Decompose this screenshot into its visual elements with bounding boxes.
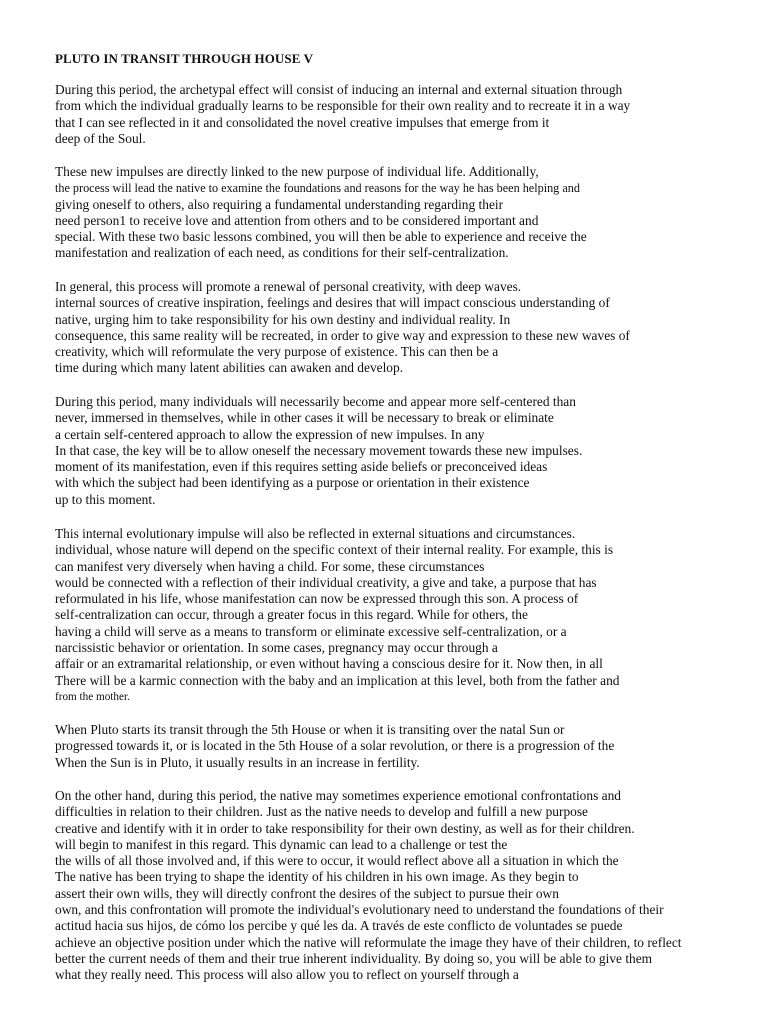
text-line: When the Sun is in Pluto, it usually results in an increase in fertility. <box>55 754 420 770</box>
text-line: better the current needs of them and their true inherent individuality. By doing so, you will be able to give them <box>55 950 653 966</box>
text-line: individual, whose nature will depend on the specific context of their internal reality. For example, this is <box>55 542 614 558</box>
text-line: from which the individual gradually learns to be responsible for their own reality and to recreate it in a way <box>55 98 631 114</box>
text-line: creativity, which will reformulate the very purpose of existence. This can then be a <box>55 344 499 360</box>
text-line: In that case, the key will be to allow oneself the necessary movement towards these new impulses. <box>55 442 583 458</box>
text-line: with which the subject had been identifying as a purpose or orientation in their existence <box>55 475 530 491</box>
text-line: never, immersed in themselves, while in other cases it will be necessary to break or eliminate <box>55 410 554 426</box>
text-line: own, and this confrontation will promote the individual's evolutionary need to understand the foundations of their <box>55 902 664 918</box>
text-line: need person1 to receive love and attention from others and to be considered important and <box>55 212 539 228</box>
text-line: narcissistic behavior or orientation. In some cases, pregnancy may occur through a <box>55 640 498 656</box>
text-line: a certain self-centered approach to allow the expression of new impulses. In any <box>55 426 485 442</box>
text-line: native, urging him to take responsibility for his own destiny and individual reality. In <box>55 311 511 327</box>
text-line: special. With these two basic lessons combined, you will then be able to experience and receive the <box>55 229 587 245</box>
paragraph-3 <box>55 279 630 377</box>
text-line: In general, this process will promote a renewal of personal creativity, with deep waves. <box>55 279 522 294</box>
text-line: This internal evolutionary impulse will also be reflected in external situations and circumstances. <box>55 526 576 541</box>
text-line: When Pluto starts its transit through the 5th House or when it is transiting over the natal Sun or <box>55 722 565 737</box>
text-line: The native has been trying to shape the identity of his children in his own image. As they begin to <box>55 869 579 885</box>
text-line: difficulties in relation to their children. Just as the native needs to develop and fulfill a new purpose <box>55 804 589 820</box>
text-line: moment of its manifestation, even if this requires setting aside beliefs or preconceived ideas <box>55 459 548 475</box>
text-line: can manifest very diversely when having a child. For some, these circumstances <box>55 558 485 574</box>
text-line: deep of the Soul. <box>55 130 146 146</box>
text-line: consequence, this same reality will be recreated, in order to give way and expression to these new waves of <box>55 327 630 343</box>
text-line: progressed towards it, or is located in the 5th House of a solar revolution, or there is a progression of the <box>55 738 615 754</box>
text-line: from the mother. <box>55 690 130 703</box>
paragraph-6 <box>55 722 614 771</box>
document-title: PLUTO IN TRANSIT THROUGH HOUSE V <box>55 51 314 66</box>
text-line: During this period, many individuals will necessarily become and appear more self-centered than <box>55 394 576 409</box>
paragraph-1 <box>55 82 630 147</box>
text-line: giving oneself to others, also requiring a fundamental understanding regarding their <box>55 196 504 212</box>
text-line: actitud hacia sus hijos, de cómo los percibe y qué les da. A través de este conflicto de voluntades se puede <box>55 918 623 934</box>
text-line: assert their own wills, they will directly confront the desires of the subject to pursue their own <box>55 885 559 901</box>
text-line: reformulated in his life, whose manifestation can now be expressed through this son. A process of <box>55 591 579 607</box>
text-line: that I can see reflected in it and consolidated the novel creative impulses that emerge from it <box>55 114 550 130</box>
text-line: On the other hand, during this period, the native may sometimes experience emotional confrontations and <box>55 788 621 803</box>
text-line: having a child will serve as a means to transform or eliminate excessive self-centralization, or a <box>55 623 567 639</box>
text-line: These new impulses are directly linked to the new purpose of individual life. Additionally, <box>55 164 539 179</box>
text-line: self-centralization can occur, through a greater focus in this regard. While for others, the <box>55 607 528 623</box>
text-line: the wills of all those involved and, if this were to occur, it would reflect above all a situation in which the <box>55 853 619 869</box>
text-line: will begin to manifest in this regard. This dynamic can lead to a challenge or test the <box>55 836 508 852</box>
paragraph-4 <box>55 394 582 508</box>
text-line: There will be a karmic connection with the baby and an implication at this level, both from the father and <box>55 672 620 688</box>
paragraph-5 <box>55 526 619 705</box>
text-line: manifestation and realization of each need, as conditions for their self-centralization. <box>55 245 509 261</box>
text-line: affair or an extramarital relationship, or even without having a conscious desire for it. Now then, in all <box>55 656 603 672</box>
paragraph-7 <box>55 788 682 984</box>
text-line: the process will lead the native to examine the foundations and reasons for the way he has been helping and <box>55 181 580 196</box>
text-line: time during which many latent abilities can awaken and develop. <box>55 360 404 376</box>
text-line: creative and identify with it in order to take responsibility for their own destiny, as well as for their children. <box>55 820 635 836</box>
text-line: achieve an objective position under which the native will reformulate the image they have of their children, to reflect <box>55 934 682 950</box>
text-line: During this period, the archetypal effect will consist of inducing an internal and external situation through <box>55 82 623 97</box>
paragraph-2 <box>55 164 587 262</box>
text-line: internal sources of creative inspiration, feelings and desires that will impact conscious understanding of <box>55 295 610 311</box>
text-line: what they really need. This process will also allow you to reflect on yourself through a <box>55 967 519 983</box>
text-line: up to this moment. <box>55 491 156 507</box>
text-line: would be connected with a reflection of their individual creativity, a give and take, a purpose that has <box>55 574 597 590</box>
